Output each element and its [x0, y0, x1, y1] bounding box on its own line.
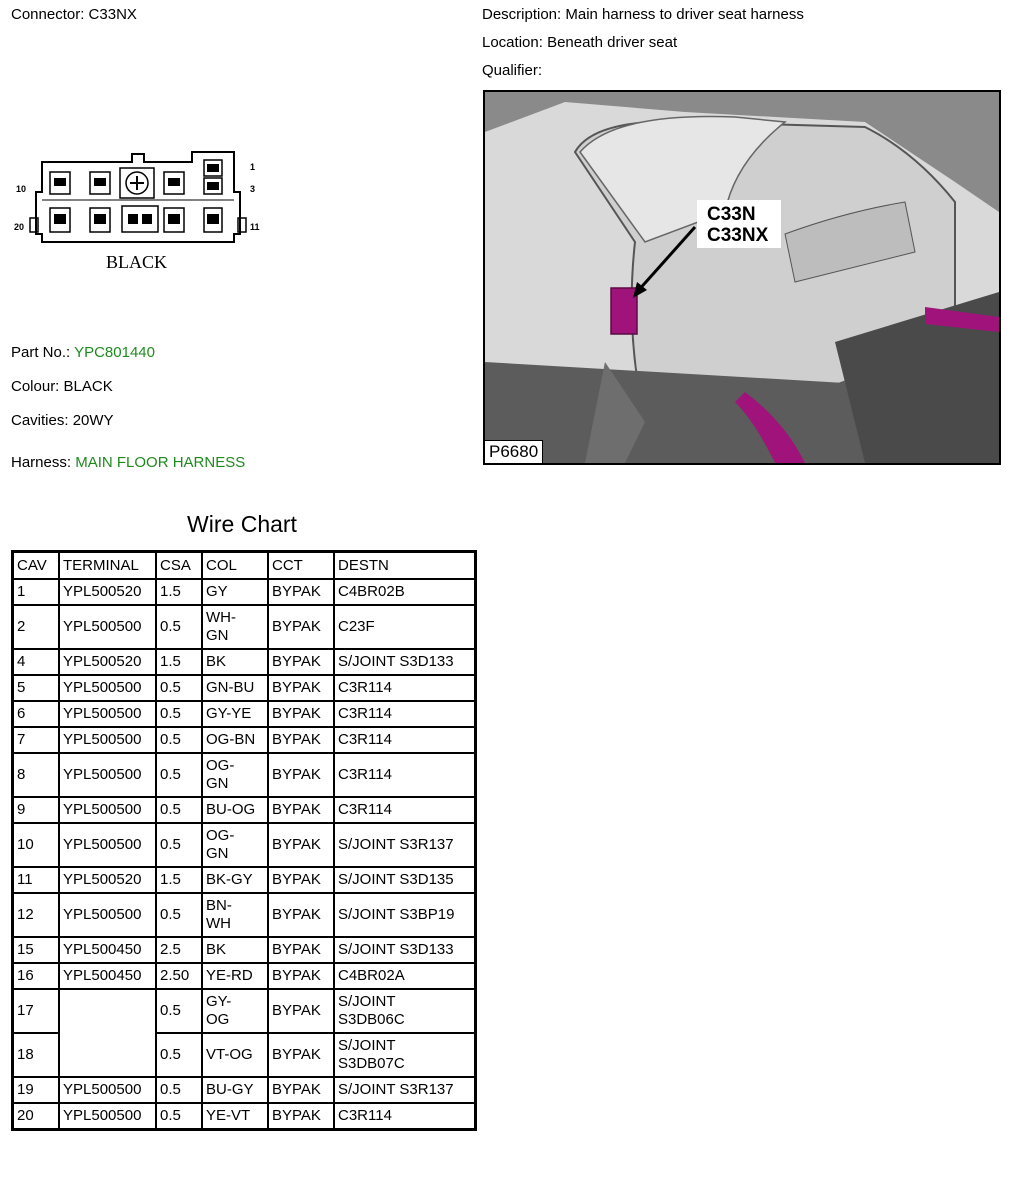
- pin-1-label: 1: [250, 162, 256, 172]
- pin-11-label: 11: [250, 222, 260, 232]
- cell-destn: S/JOINT S3DB07C: [334, 1033, 476, 1077]
- cell-destn: C4BR02B: [334, 579, 476, 605]
- cell-csa: 0.5: [156, 605, 202, 649]
- harness-link[interactable]: MAIN FLOOR HARNESS: [75, 454, 246, 471]
- seat-illustration: [485, 92, 999, 463]
- cell-cav: 10: [13, 823, 60, 867]
- cell-cct: BYPAK: [268, 937, 334, 963]
- cell-cav: 5: [13, 675, 60, 701]
- cell-terminal: YPL500500: [59, 1077, 156, 1103]
- cell-cav: 9: [13, 797, 60, 823]
- wire-chart-body: [13, 579, 476, 1130]
- cell-terminal: [59, 989, 156, 1077]
- cavities-label: Cavities:: [11, 412, 69, 429]
- cell-terminal: YPL500500: [59, 701, 156, 727]
- cell-cav: 12: [13, 893, 60, 937]
- cell-col: GY- OG: [202, 989, 268, 1033]
- cell-csa: 0.5: [156, 823, 202, 867]
- cell-cav: 17: [13, 989, 60, 1033]
- cell-cav: 20: [13, 1103, 60, 1130]
- cell-cav: 19: [13, 1077, 60, 1103]
- table-row: [13, 579, 476, 605]
- cell-destn: C23F: [334, 605, 476, 649]
- cell-cct: BYPAK: [268, 727, 334, 753]
- table-row: [13, 937, 476, 963]
- photo-reference: P6680: [485, 440, 543, 463]
- cell-terminal: YPL500500: [59, 727, 156, 753]
- table-row: [13, 727, 476, 753]
- cell-csa: 0.5: [156, 1033, 202, 1077]
- connector-colour-caption: BLACK: [106, 252, 168, 272]
- cell-cav: 6: [13, 701, 60, 727]
- cell-cct: BYPAK: [268, 579, 334, 605]
- cell-destn: S/JOINT S3D133: [334, 649, 476, 675]
- cell-cav: 7: [13, 727, 60, 753]
- callout-label-1: C33N: [707, 204, 756, 225]
- callout-label-2: C33NX: [707, 225, 769, 246]
- cell-cct: BYPAK: [268, 867, 334, 893]
- harness-label: Harness:: [11, 454, 72, 471]
- cell-col: VT-OG: [202, 1033, 268, 1077]
- part-number-link[interactable]: YPC801440: [74, 344, 155, 361]
- cell-cct: BYPAK: [268, 1033, 334, 1077]
- cell-cct: BYPAK: [268, 1077, 334, 1103]
- table-row: [13, 893, 476, 937]
- cell-csa: 0.5: [156, 1103, 202, 1130]
- cell-csa: 1.5: [156, 649, 202, 675]
- cell-destn: C3R114: [334, 675, 476, 701]
- cell-csa: 0.5: [156, 753, 202, 797]
- cell-col: WH- GN: [202, 605, 268, 649]
- pin-3-label: 3: [250, 184, 256, 194]
- cell-terminal: YPL500500: [59, 823, 156, 867]
- cell-destn: S/JOINT S3BP19: [334, 893, 476, 937]
- cell-terminal: YPL500520: [59, 579, 156, 605]
- cell-cct: BYPAK: [268, 823, 334, 867]
- cell-col: BK-GY: [202, 867, 268, 893]
- location-line: [482, 34, 677, 52]
- cell-destn: S/JOINT S3R137: [334, 1077, 476, 1103]
- cell-destn: C3R114: [334, 1103, 476, 1130]
- cell-cav: 8: [13, 753, 60, 797]
- cavities-value: 20WY: [72, 412, 114, 429]
- cell-terminal: YPL500500: [59, 675, 156, 701]
- table-row: [13, 823, 476, 867]
- table-row: [13, 753, 476, 797]
- cell-csa: 0.5: [156, 727, 202, 753]
- harness-line: [11, 454, 245, 472]
- part-number-label: Part No.:: [11, 344, 71, 361]
- cell-csa: 0.5: [156, 1077, 202, 1103]
- cell-destn: C3R114: [334, 797, 476, 823]
- cell-terminal: YPL500500: [59, 1103, 156, 1130]
- cell-col: GY: [202, 579, 268, 605]
- cell-col: YE-RD: [202, 963, 268, 989]
- cell-cct: BYPAK: [268, 797, 334, 823]
- cell-csa: 2.5: [156, 937, 202, 963]
- cell-destn: S/JOINT S3D133: [334, 937, 476, 963]
- cell-destn: S/JOINT S3DB06C: [334, 989, 476, 1033]
- table-row: [13, 675, 476, 701]
- cell-csa: 0.5: [156, 675, 202, 701]
- cell-cct: BYPAK: [268, 1103, 334, 1130]
- cell-col: BU-OG: [202, 797, 268, 823]
- cell-cct: BYPAK: [268, 963, 334, 989]
- cell-cct: BYPAK: [268, 989, 334, 1033]
- cell-col: BK: [202, 937, 268, 963]
- colour-value: BLACK: [63, 378, 113, 395]
- cell-cct: BYPAK: [268, 605, 334, 649]
- header-cav: CAV: [13, 552, 60, 580]
- table-row: [13, 989, 476, 1033]
- cell-terminal: YPL500500: [59, 605, 156, 649]
- connector-highlight: [611, 288, 637, 334]
- table-row: [13, 649, 476, 675]
- cell-csa: 1.5: [156, 579, 202, 605]
- table-row: [13, 867, 476, 893]
- location-label: Location:: [482, 34, 543, 51]
- cavities-line: [11, 412, 114, 430]
- table-row: [13, 605, 476, 649]
- cell-destn: S/JOINT S3R137: [334, 823, 476, 867]
- cell-csa: 0.5: [156, 893, 202, 937]
- description-label: Description:: [482, 6, 562, 23]
- cell-terminal: YPL500450: [59, 963, 156, 989]
- cell-cct: BYPAK: [268, 701, 334, 727]
- cell-terminal: YPL500450: [59, 937, 156, 963]
- cell-terminal: YPL500520: [59, 649, 156, 675]
- cell-cct: BYPAK: [268, 649, 334, 675]
- location-value: Beneath driver seat: [547, 34, 678, 51]
- wire-chart-table: [11, 550, 477, 1131]
- cell-terminal: YPL500500: [59, 893, 156, 937]
- cell-cct: BYPAK: [268, 675, 334, 701]
- table-row: [13, 1103, 476, 1130]
- cell-terminal: YPL500520: [59, 867, 156, 893]
- cell-col: BN- WH: [202, 893, 268, 937]
- pin-10-label: 10: [16, 184, 27, 194]
- cell-cct: BYPAK: [268, 753, 334, 797]
- header-csa: CSA: [156, 552, 202, 580]
- cell-cct: BYPAK: [268, 893, 334, 937]
- table-row: [13, 1077, 476, 1103]
- description-value: Main harness to driver seat harness: [565, 6, 804, 23]
- cell-destn: S/JOINT S3D135: [334, 867, 476, 893]
- connector-heading: [11, 6, 137, 24]
- qualifier-label: Qualifier:: [482, 62, 543, 79]
- cell-col: BK: [202, 649, 268, 675]
- header-destn: DESTN: [334, 552, 476, 580]
- part-number-line: [11, 344, 155, 362]
- table-row: [13, 963, 476, 989]
- colour-line: [11, 378, 113, 396]
- cell-csa: 1.5: [156, 867, 202, 893]
- cell-terminal: YPL500500: [59, 797, 156, 823]
- cell-cav: 16: [13, 963, 60, 989]
- header-cct: CCT: [268, 552, 334, 580]
- cell-cav: 18: [13, 1033, 60, 1077]
- cell-destn: C3R114: [334, 753, 476, 797]
- location-photo: [483, 90, 1001, 465]
- cell-col: GN-BU: [202, 675, 268, 701]
- cell-csa: 0.5: [156, 797, 202, 823]
- cell-col: OG- GN: [202, 753, 268, 797]
- cell-destn: C4BR02A: [334, 963, 476, 989]
- cell-cav: 4: [13, 649, 60, 675]
- header-terminal: TERMINAL: [59, 552, 156, 580]
- cell-cav: 1: [13, 579, 60, 605]
- cell-col: OG- GN: [202, 823, 268, 867]
- cell-col: OG-BN: [202, 727, 268, 753]
- connector-face-diagram: [14, 148, 274, 278]
- cell-csa: 2.50: [156, 963, 202, 989]
- cell-terminal: YPL500500: [59, 753, 156, 797]
- cell-col: GY-YE: [202, 701, 268, 727]
- pin-20-label: 20: [14, 222, 25, 232]
- table-row: [13, 797, 476, 823]
- cell-csa: 0.5: [156, 701, 202, 727]
- cell-csa: 0.5: [156, 989, 202, 1033]
- table-row: [13, 701, 476, 727]
- description-line: [482, 6, 804, 24]
- header-col: COL: [202, 552, 268, 580]
- table-header-row: [13, 552, 476, 580]
- wire-chart-title: Wire Chart: [187, 511, 297, 537]
- cell-cav: 2: [13, 605, 60, 649]
- connector-id: C33NX: [88, 6, 137, 23]
- qualifier-line: [482, 62, 542, 80]
- cell-col: YE-VT: [202, 1103, 268, 1130]
- cell-col: BU-GY: [202, 1077, 268, 1103]
- cell-destn: C3R114: [334, 727, 476, 753]
- locking-screw-icon: [120, 168, 154, 198]
- cell-cav: 15: [13, 937, 60, 963]
- cell-cav: 11: [13, 867, 60, 893]
- connector-label: Connector:: [11, 6, 85, 23]
- colour-label: Colour:: [11, 378, 60, 395]
- cell-destn: C3R114: [334, 701, 476, 727]
